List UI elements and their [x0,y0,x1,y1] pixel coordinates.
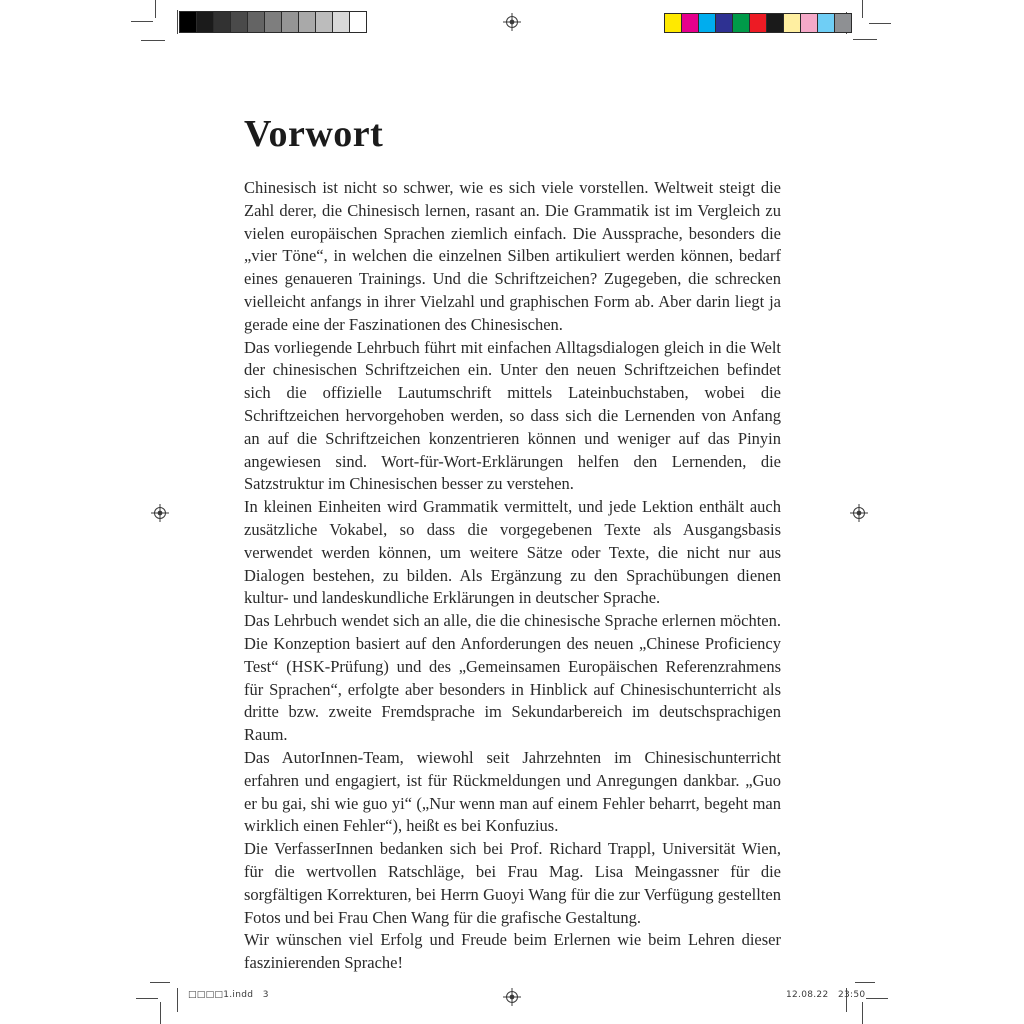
calibration-swatch [298,11,316,33]
calibration-swatch [783,13,801,33]
paragraph: Die VerfasserInnen bedanken sich bei Prof. Richard Trappl, Universität Wien, für die wertvollen Ratschläge, bei Frau Mag. Lisa Meingassner für die sorgfältigen Korrekturen, bei Herrn Guoyi Wang für die zur Verfügung gestellten Fotos und bei Frau Chen Wang für die grafische Gestaltung. [244,839,781,927]
calibration-swatch [247,11,265,33]
crop-mark [160,1002,161,1024]
calibration-swatch [800,13,818,33]
calibration-swatch [315,11,333,33]
crop-mark [177,10,178,34]
paragraph: In kleinen Einheiten wird Grammatik vermittelt, und jede Lektion enthält auch zusätzliche Vokabel, so dass die vorgegebenen Texte als Ausgangsbasis verwendet werden können, um weitere Sätze oder Texte, die nicht nur aus Dialogen bestehen, zu bilden. Als Ergänzung zu den Sprachübungen dienen kultur- und landeskundliche Erklärungen in deutscher Sprache. [244,497,781,608]
crop-mark [862,1002,863,1024]
paragraph: Wir wünschen viel Erfolg und Freude beim Erlernen wie beim Lehren dieser faszinierenden Sprache! [244,930,781,973]
page-title: Vorwort [244,113,384,155]
calibration-swatch [817,13,835,33]
calibration-swatch [281,11,299,33]
calibration-swatch [196,11,214,33]
calibration-swatch [749,13,767,33]
color-calibration-bar [665,13,852,33]
calibration-swatch [681,13,699,33]
registration-mark-icon [850,504,868,522]
calibration-swatch [664,13,682,33]
crop-mark [136,998,158,999]
crop-mark [177,988,178,1012]
calibration-swatch [179,11,197,33]
crop-mark [853,39,877,40]
grayscale-calibration-bar [180,11,367,33]
crop-mark [141,40,165,41]
calibration-swatch [698,13,716,33]
crop-mark [869,23,891,24]
crop-mark [155,0,156,18]
calibration-swatch [732,13,750,33]
calibration-swatch [715,13,733,33]
calibration-swatch [332,11,350,33]
paragraph: Das Lehrbuch wendet sich an alle, die die chinesische Sprache erlernen möchten. Die Konzeption basiert auf den Anforderungen des neuen „Chinese Proficiency Test“ (HSK-Prüfung) und des „Gemeinsamen Europäischen Referenzrahmens für Sprachen“, erfolgte aber besonders in Hinblick auf Chinesischunterricht als dritte bzw. zweite Fremdsprache im Sekundarbereich im deutschsprachigen Raum. [244,611,781,745]
crop-mark [862,0,863,18]
registration-mark-icon [151,504,169,522]
crop-mark [150,982,170,983]
crop-mark [866,998,888,999]
calibration-swatch [264,11,282,33]
calibration-swatch [349,11,367,33]
paragraph: Das vorliegende Lehrbuch führt mit einfachen Alltagsdialogen gleich in die Welt der chinesischen Schriftzeichen ein. Unter den neuen Schriftzeichen befindet sich die offizielle Lautumschrift mittels Lateinbuchstaben, wobei die Schriftzeichen hervorgehoben werden, so dass sich die Lernenden von Anfang an auf die Schriftzeichen konzentrieren können und weniger auf das Pinyin angewiesen sind. Wort-für-Wort-Erklärungen helfen den Lernenden, die Satzstruktur im Chinesischen besser zu verstehen. [244,337,781,494]
calibration-swatch [834,13,852,33]
calibration-swatch [766,13,784,33]
paragraph: Chinesisch ist nicht so schwer, wie es sich viele vorstellen. Weltweit steigt die Zahl derer, die Chinesisch lernen, rasant an. Die Grammatik ist im Vergleich zu vielen europäischen Sprachen ziemlich einfach. Die Aussprache, besonders die „vier Töne“, in welchen die einzelnen Silben artikuliert werden können, bedarf eines genaueren Trainings. Und die Schriftzeichen? Zugegeben, die schrecken vielleicht anfangs in ihrer Vielzahl und graphischen Form ab. Aber darin liegt ja gerade eine der Faszinationen des Chinesischen. [244,178,781,334]
crop-mark [855,982,875,983]
paragraph: Das AutorInnen-Team, wiewohl seit Jahrzehnten im Chinesischunterricht erfahren und engagiert, ist für Rückmeldungen und Anregungen dankbar. „Guo er bu gai, shi wie guo yi“ („Nur wenn man auf einem Fehler beharrt, begeht man wirklich einen Fehler“), heißt es bei Konfuzius. [244,747,781,836]
registration-mark-icon [503,988,521,1006]
footer-timestamp: 12.08.22 23:50 [786,990,866,1000]
page-content [244,112,781,975]
calibration-swatch [213,11,231,33]
registration-mark-icon [503,13,521,31]
footer-filename: □□□□1.indd 3 [188,990,269,1000]
crop-mark [131,21,153,22]
calibration-swatch [230,11,248,33]
body-text [244,177,781,975]
